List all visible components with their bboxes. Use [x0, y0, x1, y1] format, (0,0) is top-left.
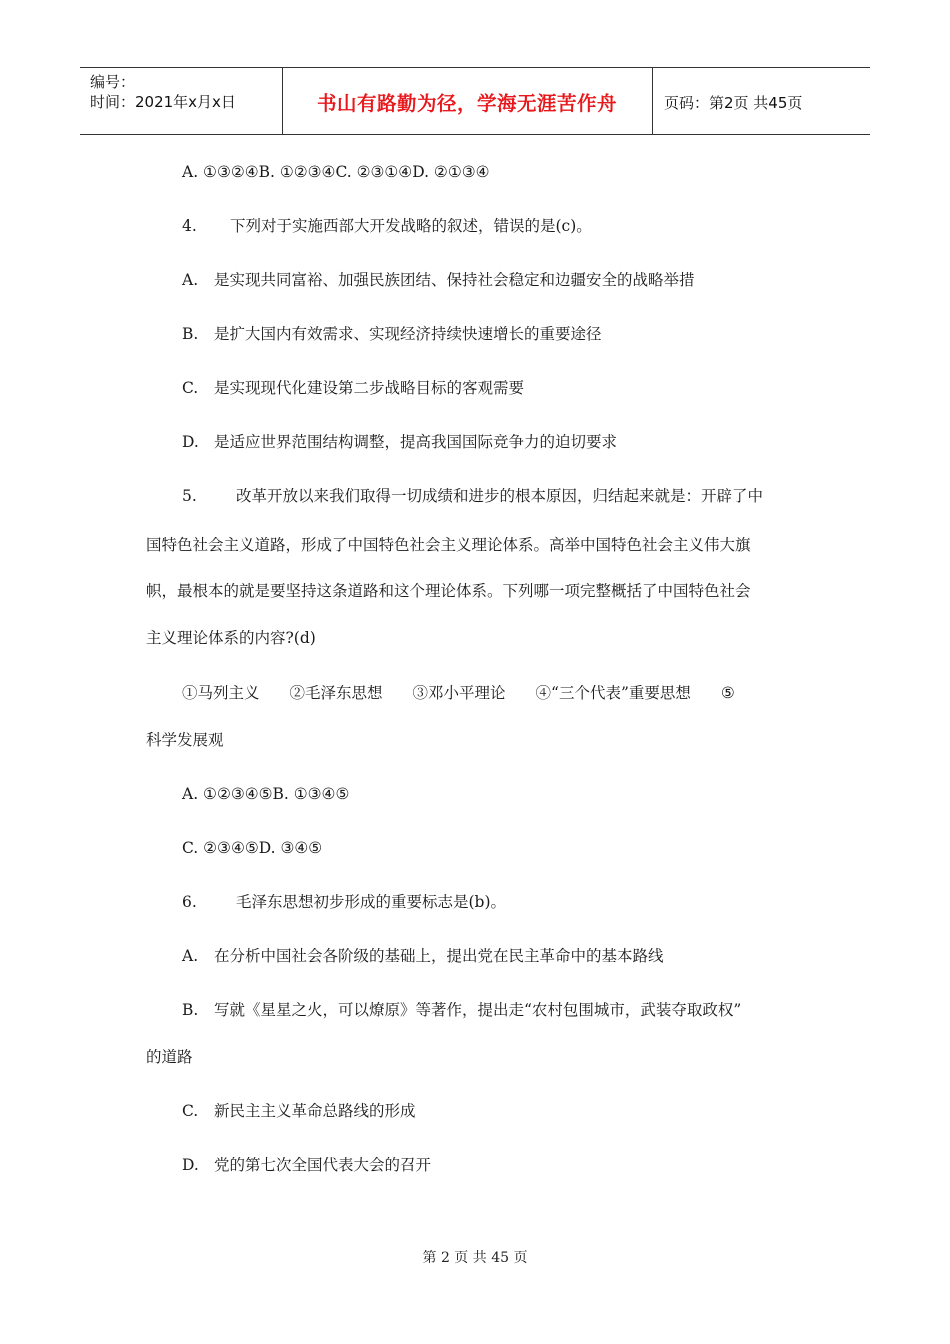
question-4 [182, 216, 592, 236]
q4-option-b [182, 324, 602, 344]
question-5-line-3: 帜，最根本的就是要坚持这条道路和这个理论体系。下列哪一项完整概括了中国特色社会 [146, 582, 751, 600]
option-letter: A. [182, 947, 199, 965]
question-number: 6. [182, 893, 197, 911]
option-text: 写就《星星之火，可以燎原》等著作，提出走“农村包围城市，武装夺取政权” [214, 1001, 742, 1019]
question-5-line-1 [182, 486, 763, 506]
list-item: ④“三个代表”重要思想 [535, 684, 691, 702]
q5-item-wrap: 科学发展观 [146, 731, 224, 749]
q6-option-c [182, 1101, 416, 1121]
question-stem: 下列对于实施西部大开发战略的叙述，错误的是(c)。 [230, 217, 592, 235]
question-5-line-2: 国特色社会主义道路，形成了中国特色社会主义理论体系。高举中国特色社会主义伟大旗 [146, 536, 751, 554]
q3-options: A. ①③②④B. ①②③④C. ②③①④D. ②①③④ [182, 163, 490, 181]
header-left-cell [90, 72, 236, 112]
header-page-info: 页码：第2页 共45页 [664, 93, 803, 112]
q6-option-b-wrap: 的道路 [146, 1048, 193, 1066]
option-letter: A. [182, 271, 199, 289]
q5-options-line-1: A. ①②③④⑤B. ①③④⑤ [182, 785, 350, 803]
option-letter: D. [182, 433, 199, 451]
option-text: 是适应世界范围结构调整，提高我国国际竞争力的迫切要求 [214, 433, 618, 451]
list-item: ①马列主义 [182, 684, 260, 702]
option-text: 是扩大国内有效需求、实现经济持续快速增长的重要途径 [214, 325, 602, 343]
list-item: ②毛泽东思想 [289, 684, 383, 702]
option-letter: B. [182, 1001, 199, 1019]
question-stem: 改革开放以来我们取得一切成绩和进步的根本原因，归结起来就是：开辟了中 [236, 487, 764, 505]
option-text: 党的第七次全国代表大会的召开 [214, 1156, 432, 1174]
option-text: 在分析中国社会各阶级的基础上，提出党在民主革命中的基本路线 [214, 947, 664, 965]
question-5-line-4: 主义理论体系的内容?(d) [146, 629, 316, 647]
option-letter: D. [182, 1156, 199, 1174]
date-line: 时间：2021年x月x日 [90, 93, 236, 111]
list-item: ⑤ [720, 684, 735, 702]
question-number: 5. [182, 487, 197, 505]
option-letter: B. [182, 325, 199, 343]
option-letter: C. [182, 1102, 199, 1120]
page-header [80, 67, 870, 135]
q5-options-line-2: C. ②③④⑤D. ③④⑤ [182, 839, 323, 857]
q4-option-a [182, 270, 695, 290]
question-number: 4. [182, 217, 197, 235]
q6-option-d [182, 1155, 431, 1175]
header-motto: 书山有路勤为径，学海无涯苦作舟 [316, 92, 617, 115]
question-stem: 毛泽东思想初步形成的重要标志是(b)。 [236, 893, 507, 911]
option-letter: C. [182, 379, 199, 397]
option-text: 是实现共同富裕、加强民族团结、保持社会稳定和边疆安全的战略举措 [214, 271, 695, 289]
header-divider-right [652, 68, 653, 134]
question-6 [182, 892, 506, 912]
option-text: 是实现现代化建设第二步战略目标的客观需要 [214, 379, 525, 397]
page-footer: 第 2 页 共 45 页 [422, 1250, 528, 1266]
q6-option-a [182, 946, 664, 966]
q5-items-line [182, 683, 735, 703]
option-text: 新民主主义革命总路线的形成 [214, 1102, 416, 1120]
list-item: ③邓小平理论 [412, 684, 506, 702]
serial-label: 编号： [90, 73, 136, 91]
q4-option-d [182, 432, 617, 452]
q4-option-c [182, 378, 524, 398]
q6-option-b [182, 1000, 741, 1020]
